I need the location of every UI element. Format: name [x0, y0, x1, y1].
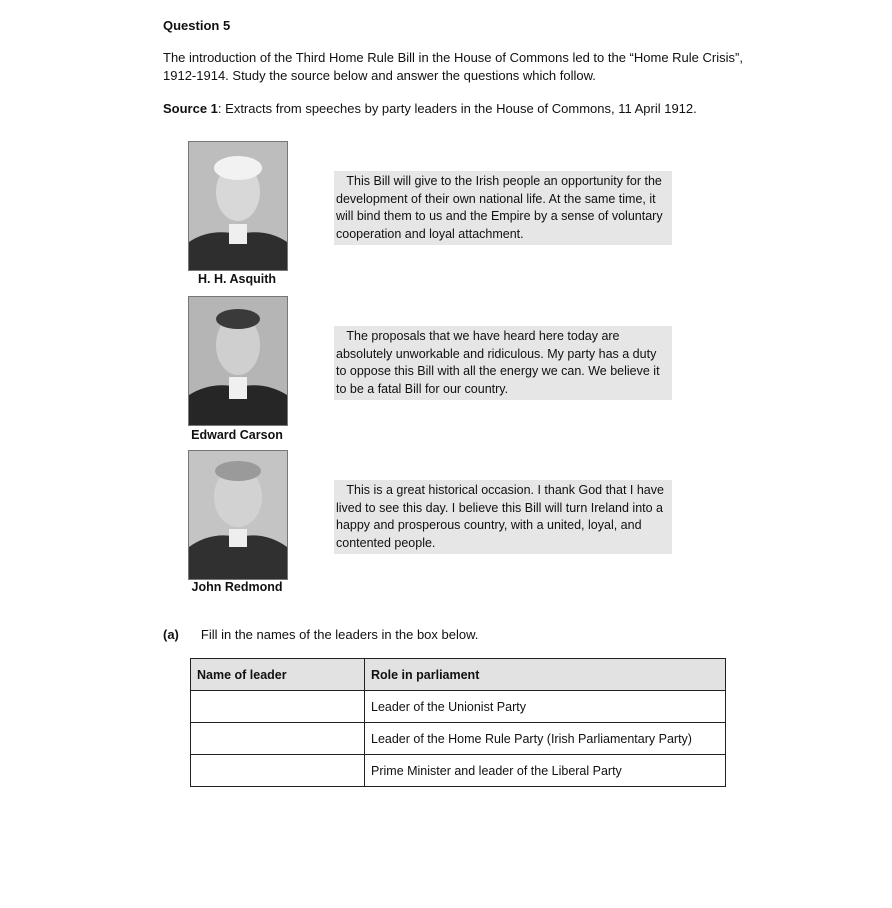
- table-header-row: [191, 659, 726, 691]
- source-line: [163, 101, 697, 116]
- intro-paragraph: The introduction of the Third Home Rule Bill in the House of Commons led to the “Home Rule Crisis”, 1912-1914. Study the source below and answer the questions which follow.: [163, 50, 743, 83]
- leader-quote: [334, 480, 672, 554]
- role-cell: Leader of the Home Rule Party (Irish Parliamentary Party): [365, 723, 726, 755]
- quote-text: The proposals that we have heard here today are absolutely unworkable and ridiculous. My party has a duty to oppose this Bill with all the energy we can. We believe it to be a fatal Bill for our country.: [336, 329, 660, 396]
- column-header-role: Role in parliament: [365, 659, 726, 691]
- part-a-text: Fill in the names of the leaders in the box below.: [200, 627, 479, 642]
- column-header-name: Name of leader: [191, 659, 365, 691]
- leader-name-cell[interactable]: [191, 723, 365, 755]
- role-cell: Prime Minister and leader of the Liberal Party: [365, 755, 726, 787]
- part-a-instruction: [163, 627, 478, 642]
- table-row: [191, 691, 726, 723]
- carson-portrait: [188, 296, 288, 426]
- leader-quote: [334, 326, 672, 400]
- asquith-portrait: [188, 141, 288, 271]
- role-cell: Leader of the Unionist Party: [365, 691, 726, 723]
- leader-quote: [334, 171, 672, 245]
- quote-text: This Bill will give to the Irish people an opportunity for the development of their own national life. At the same time, it will bind them to us and the Empire by a sense of voluntary cooperation and loyal attachment.: [336, 174, 663, 241]
- leader-name-cell[interactable]: [191, 755, 365, 787]
- redmond-portrait: [188, 450, 288, 580]
- question-title: Question 5: [163, 18, 231, 33]
- quote-text: This is a great historical occasion. I thank God that I have lived to see this day. I believe this Bill will turn Ireland into a happy and prosperous country, with a united, loyal, and contented people.: [336, 483, 664, 550]
- part-a-label: (a): [163, 627, 179, 642]
- leader-caption: H. H. Asquith: [197, 272, 276, 286]
- source-label: Source 1: [163, 101, 218, 116]
- leader-name-cell[interactable]: [191, 691, 365, 723]
- table-row: [191, 755, 726, 787]
- leaders-table: [190, 658, 726, 787]
- table-row: [191, 723, 726, 755]
- leader-caption: John Redmond: [191, 580, 283, 594]
- leader-caption: Edward Carson: [191, 428, 283, 442]
- source-description: : Extracts from speeches by party leaders in the House of Commons, 11 April 1912.: [217, 101, 697, 116]
